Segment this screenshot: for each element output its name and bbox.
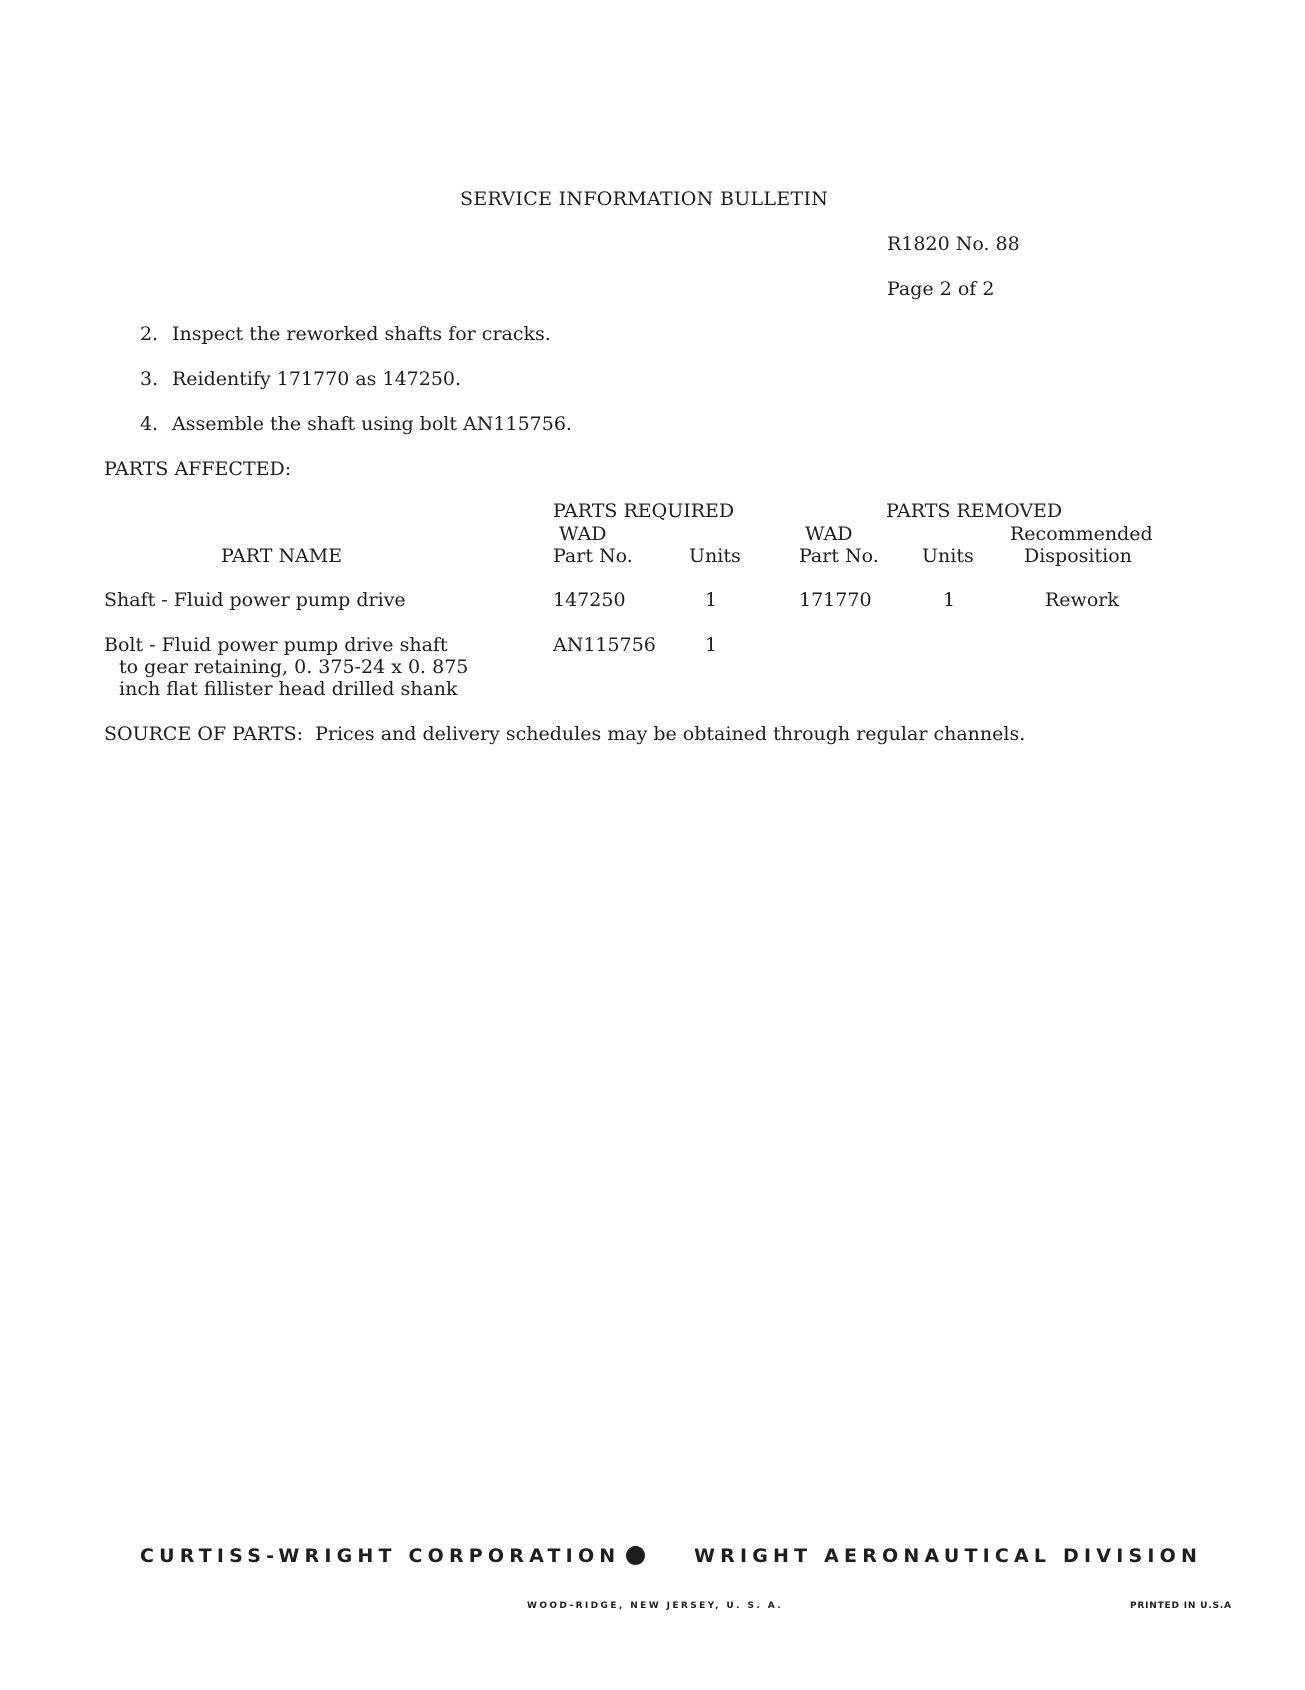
req-units-cell: 1	[705, 634, 718, 656]
step-number: 2.	[140, 323, 159, 345]
location-text: WOOD-RIDGE, NEW JERSEY, U. S. A.	[527, 1601, 784, 1611]
printed-in-text: PRINTED IN U.S.A	[1130, 1601, 1232, 1611]
step-item	[140, 368, 461, 390]
parts-removed-header: PARTS REMOVED	[886, 500, 1063, 522]
step-item	[140, 323, 551, 345]
req-part-no-header: Part No.	[553, 545, 633, 567]
rem-units-cell: 1	[943, 589, 956, 611]
source-of-parts	[104, 723, 1025, 745]
source-label: SOURCE OF PARTS:	[104, 723, 303, 745]
part-name-cell: Shaft - Fluid power pump drive	[104, 589, 406, 611]
bullet-dot-icon	[626, 1546, 645, 1565]
source-text: Prices and delivery schedules may be obtained through regular channels.	[315, 723, 1026, 745]
req-part-no-cell: AN115756	[553, 634, 656, 656]
rem-units-header: Units	[922, 545, 974, 567]
part-name-cell-line: inch flat fillister head drilled shank	[119, 678, 458, 700]
parts-required-header: PARTS REQUIRED	[553, 500, 735, 522]
part-name-cell-line: to gear retaining, 0. 375-24 x 0. 875	[119, 656, 469, 678]
req-units-cell: 1	[705, 589, 718, 611]
bulletin-title: SERVICE INFORMATION BULLETIN	[460, 188, 829, 210]
rem-part-no-header: Part No.	[799, 545, 879, 567]
disposition-header: Disposition	[1024, 545, 1132, 567]
step-number: 3.	[140, 368, 159, 390]
req-units-header: Units	[689, 545, 741, 567]
step-number: 4.	[140, 413, 159, 435]
step-item	[140, 413, 572, 435]
page-number: Page 2 of 2	[887, 278, 995, 300]
rem-part-no-cell: 171770	[799, 589, 872, 611]
step-text: Assemble the shaft using bolt AN115756.	[172, 413, 572, 435]
part-name-header: PART NAME	[221, 545, 343, 567]
step-text: Reidentify 171770 as 147250.	[172, 368, 462, 390]
parts-affected-heading: PARTS AFFECTED:	[104, 458, 292, 480]
part-name-cell: Bolt - Fluid power pump drive shaft	[104, 634, 448, 656]
req-wad-header: WAD	[559, 523, 607, 545]
rem-wad-header: WAD	[805, 523, 853, 545]
division-name: WRIGHT AERONAUTICAL DIVISION	[694, 1545, 1203, 1567]
disposition-cell: Rework	[1045, 589, 1119, 611]
bulletin-reference: R1820 No. 88	[887, 233, 1020, 255]
recommended-header: Recommended	[1010, 523, 1153, 545]
company-name: CURTISS-WRIGHT CORPORATION	[140, 1545, 621, 1567]
step-text: Inspect the reworked shafts for cracks.	[172, 323, 551, 345]
req-part-no-cell: 147250	[553, 589, 626, 611]
